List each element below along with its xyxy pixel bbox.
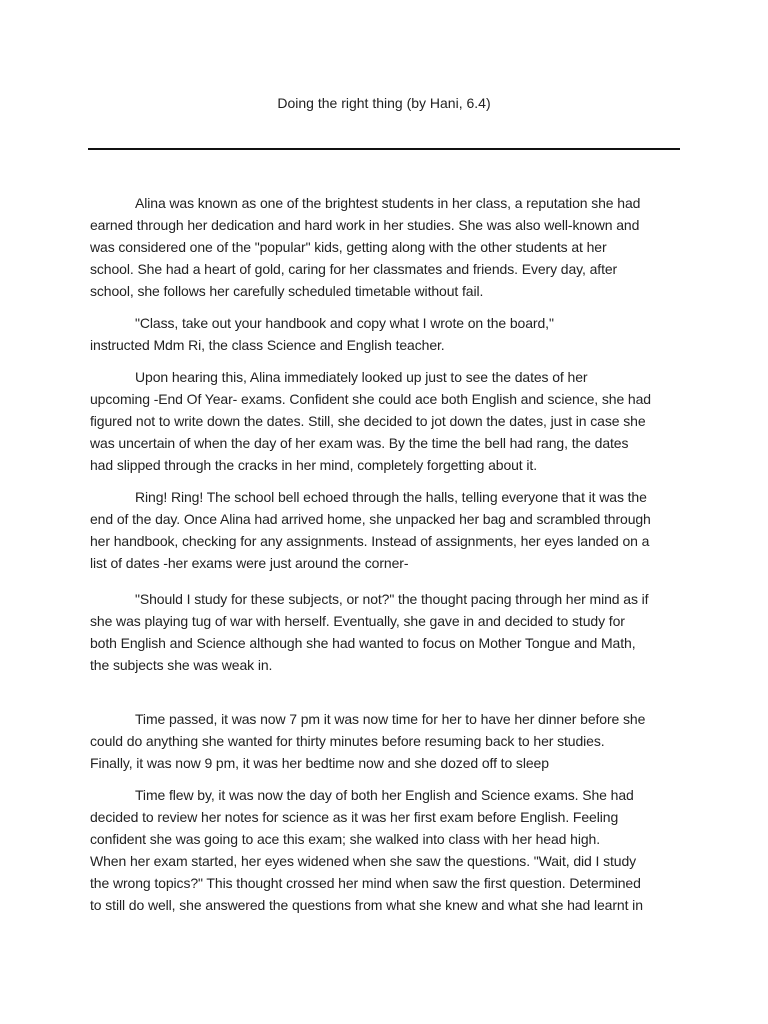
document-body [90,192,680,926]
paragraph-6 [90,708,680,774]
paragraph-line: confident she was going to ace this exam; she walked into class with her head high. [90,831,601,847]
paragraph-4 [90,486,680,574]
paragraph-line: both English and Science although she had wanted to focus on Mother Tongue and Math, [90,635,636,651]
paragraph-line: list of dates -her exams were just around the corner- [90,555,409,571]
paragraph-line: Alina was known as one of the brightest students in her class, a reputation she had [135,195,641,211]
paragraph-line: upcoming -End Of Year- exams. Confident she could ace both English and science, she had [90,391,651,407]
paragraph-line: Upon hearing this, Alina immediately looked up just to see the dates of her [135,369,588,385]
paragraph-line: her handbook, checking for any assignments. Instead of assignments, her eyes landed on a [90,533,650,549]
paragraph-line: "Should I study for these subjects, or not?" the thought pacing through her mind as if [135,591,649,607]
paragraph-line: had slipped through the cracks in her mind, completely forgetting about it. [90,457,537,473]
paragraph-line: Time flew by, it was now the day of both her English and Science exams. She had [135,787,634,803]
paragraph-line: she was playing tug of war with herself. Eventually, she gave in and decided to study for [90,613,625,629]
paragraph-line: the subjects she was weak in. [90,657,273,673]
paragraph-line: school. She had a heart of gold, caring for her classmates and friends. Every day, after [90,261,618,277]
paragraph-3 [90,366,680,476]
paragraph-line: figured not to write down the dates. Still, she decided to jot down the dates, just in case she [90,413,646,429]
paragraph-line: could do anything she wanted for thirty minutes before resuming back to her studies. [90,733,605,749]
paragraph-line: Finally, it was now 9 pm, it was her bedtime now and she dozed off to sleep [90,755,549,771]
title-divider [88,148,680,150]
paragraph-line: Time passed, it was now 7 pm it was now time for her to have her dinner before she [135,711,646,727]
paragraph-line: end of the day. Once Alina had arrived home, she unpacked her bag and scrambled through [90,511,651,527]
paragraph-line: earned through her dedication and hard work in her studies. She was also well-known and [90,217,640,233]
paragraph-5 [90,588,680,676]
paragraph-line: Ring! Ring! The school bell echoed through the halls, telling everyone that it was the [135,489,647,505]
paragraph-line: decided to review her notes for science as it was her first exam before English. Feeling [90,809,619,825]
paragraph-line: the wrong topics?" This thought crossed her mind when saw the first question. Determined [90,875,641,891]
paragraph-line: was uncertain of when the day of her exam was. By the time the bell had rang, the dates [90,435,629,451]
paragraph-7 [90,784,680,916]
paragraph-line: "Class, take out your handbook and copy what I wrote on the board," [135,315,554,331]
paragraph-2 [90,312,680,356]
paragraph-line: When her exam started, her eyes widened when she saw the questions. "Wait, did I study [90,853,637,869]
paragraph-line: school, she follows her carefully scheduled timetable without fail. [90,283,484,299]
document-title: Doing the right thing (by Hani, 6.4) [277,95,491,111]
paragraph-line: instructed Mdm Ri, the class Science and English teacher. [90,337,445,353]
paragraph-line: to still do well, she answered the questions from what she knew and what she had learnt in [90,897,643,913]
paragraph-1 [90,192,680,302]
paragraph-line: was considered one of the "popular" kids, getting along with the other students at her [90,239,607,255]
